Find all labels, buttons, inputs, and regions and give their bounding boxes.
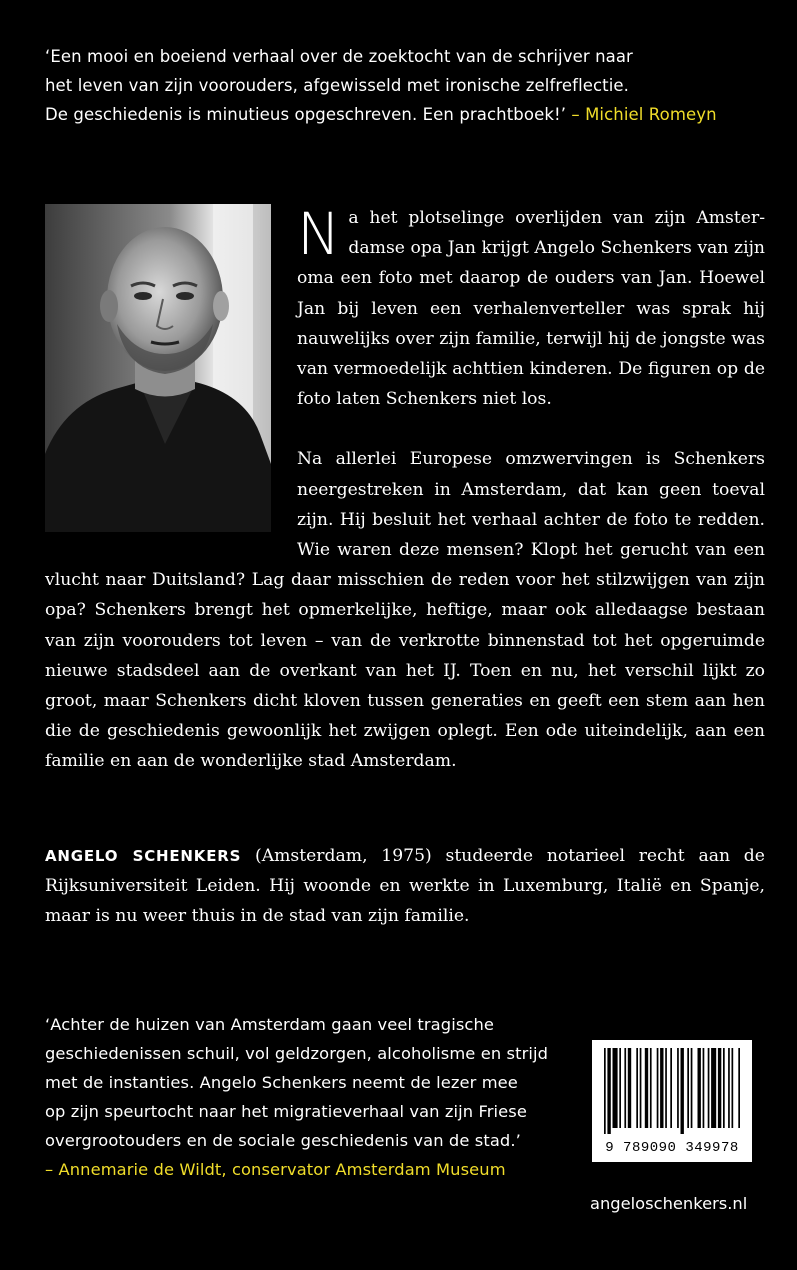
quote-line: ‘Een mooi en boeiend verhaal over de zoektocht van de schrijver naar — [45, 47, 633, 66]
author-website: angeloschenkers.nl — [590, 1194, 748, 1213]
top-quote — [45, 42, 765, 129]
quote-line: het leven van zijn voorouders, afgewisseld met ironische zelfreflectie. — [45, 76, 630, 95]
barcode-bar — [624, 1048, 626, 1128]
quote-attribution: – Michiel Romeyn — [571, 105, 717, 124]
barcode-bar — [732, 1048, 734, 1128]
barcode-bar — [650, 1048, 652, 1128]
barcode-bar — [691, 1048, 693, 1128]
barcode-bar — [687, 1048, 689, 1128]
barcode-bar — [636, 1048, 638, 1128]
barcode-bar — [628, 1048, 631, 1128]
barcode-bar — [640, 1048, 642, 1128]
barcode-bar — [613, 1048, 618, 1128]
barcode-bar — [711, 1048, 716, 1128]
barcode-bar — [677, 1048, 679, 1128]
drop-cap: N — [297, 200, 341, 268]
author-bio-text: (Amsterdam, 1975) studeerde notarieel recht aan de Rijksuniversiteit Leiden. Hij woonde en werkte in Luxemburg, Italië en Spanje, maar is nu weer thuis in de stad van zijn familie. — [45, 846, 765, 927]
barcode-bar — [660, 1048, 663, 1128]
barcode-bar — [708, 1048, 710, 1128]
barcode-bars-icon — [592, 1040, 752, 1140]
isbn-number: 9 789090 349978 — [605, 1140, 739, 1156]
photo-spacer — [45, 203, 297, 554]
description-paragraph-2: Na allerlei Europese omzwervingen is Schenkers neergestreken in Amsterdam, dat kan geen toeval zijn. Hij besluit het verhaal achter de foto te redden. Wie waren deze mensen? Klopt het gerucht van een vlucht naar Duitsland? Lag daar misschien de reden voor het stilzwijgen van zijn opa? Schenkers brengt het opmerkelijke, heftige, maar ook alledaagse bestaan van zijn voorouders tot leven – van de verkrotte binnenstad tot het opgeruimde nieuwe stadsdeel aan de overkant van het IJ. Toen en nu, het verschil lijkt zo groot, maar Schenkers dicht kloven tussen generaties en geeft een stem aan hen die de geschiedenis gewoonlijk het zwijgen oplegt. Een ode uiteindelijk, aan een familie en aan de wonderlijke stad Amsterdam. — [45, 449, 765, 772]
barcode-bar — [604, 1048, 606, 1134]
quote-line: op zijn speurtocht naar het migratieverhaal van zijn Friese — [45, 1102, 527, 1121]
quote-attribution: – Annemarie de Wildt, conservator Amsterdam Museum — [45, 1160, 506, 1179]
barcode-bar — [703, 1048, 705, 1128]
barcode-bar — [670, 1048, 672, 1128]
barcode-bar — [665, 1048, 667, 1128]
barcode-bar — [645, 1048, 648, 1128]
quote-line: ‘Achter de huizen van Amsterdam gaan veel tragische — [45, 1015, 494, 1034]
paragraph-text: a het plotselinge overlijden van zijn Amsterdamse opa Jan krijgt Angelo Schenkers van zijn oma een foto met daarop de ouders van Jan. Hoewel Jan bij leven een verhalenverteller was sprak hij nauwelijks over zijn familie, terwijl hij de jongste was van vermoedelijk achttien kinderen. De figuren op de foto laten Schenkers niet los. — [297, 208, 765, 410]
barcode-bar — [738, 1048, 740, 1128]
barcode-bar — [657, 1048, 659, 1128]
quote-line: geschiedenissen schuil, vol geldzorgen, alcoholisme en strijd — [45, 1044, 549, 1063]
quote-line: overgrootouders en de sociale geschiedenis van de stad.’ — [45, 1131, 521, 1150]
barcode-bar — [698, 1048, 701, 1128]
author-bio — [45, 841, 765, 932]
barcode-bar — [607, 1048, 610, 1134]
barcode-bar — [681, 1048, 684, 1134]
quote-line: met de instanties. Angelo Schenkers neemt de lezer mee — [45, 1073, 518, 1092]
barcode-bar — [728, 1048, 730, 1128]
bottom-quote — [45, 1010, 565, 1184]
quote-line — [45, 100, 765, 129]
barcode-bar — [619, 1048, 621, 1128]
barcode-bar — [723, 1048, 725, 1128]
author-name: ANGELO SCHENKERS — [45, 847, 242, 865]
book-description — [45, 200, 765, 777]
barcode-bar — [718, 1048, 721, 1128]
isbn-barcode — [592, 1040, 752, 1162]
quote-line-text: De geschiedenis is minutieus opgeschreven. Een prachtboek!’ — [45, 105, 572, 124]
